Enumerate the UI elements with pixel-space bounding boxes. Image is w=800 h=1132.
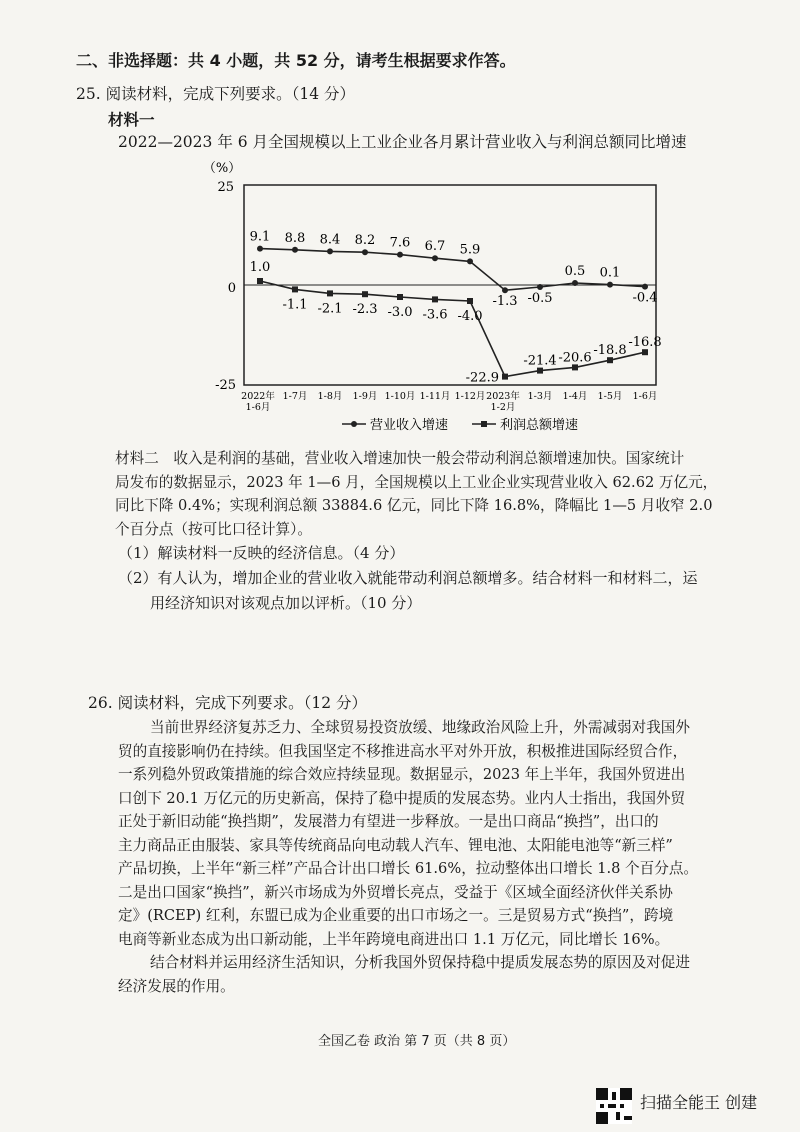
revenue-data-label: 8.2	[354, 233, 376, 249]
material2	[115, 447, 717, 541]
material2-line: 同比下降 0.4%；实现利润总额 33884.6 亿元，同比下降 16.8%，降幅比 1—5 月收窄 2.0	[115, 497, 713, 514]
profit-data-label: -4.0	[457, 309, 483, 324]
x-tick-label: 1-12月	[454, 391, 486, 402]
q26-line: 电商等新业态成为出口新动能，上半年跨境电商进出口 1.1 万亿元，同比增长 16%。	[118, 930, 670, 948]
profit-point	[432, 296, 438, 302]
growth-line-chart	[200, 152, 680, 442]
q26-heading: 26. 阅读材料，完成下列要求。（12 分）	[88, 694, 367, 712]
profit-data-label: -18.8	[593, 343, 627, 359]
y-tick-neg25: -25	[215, 378, 236, 393]
q25-heading: 25. 阅读材料，完成下列要求。（14 分）	[76, 85, 355, 103]
y-tick-0: 0	[227, 281, 236, 296]
profit-point	[397, 294, 403, 300]
q26-line: 口创下 20.1 万亿元的历史新高，保持了稳中提质的发展态势。业内人士指出，我国外贸	[118, 789, 686, 807]
revenue-point	[327, 248, 333, 254]
scanner-watermark: 扫描全能王 创建	[640, 1093, 758, 1112]
q25-sub2	[118, 566, 698, 616]
q26-line: 结合材料并运用经济生活知识，分析我国外贸保持稳中提质发展态势的原因及对促进	[150, 954, 690, 971]
q26-line: 当前世界经济复苏乏力、全球贸易投资放缓、地缘政治风险上升，外需减弱对我国外	[150, 719, 690, 736]
revenue-point	[537, 284, 543, 290]
q26-line: 产品切换，上半年“新三样”产品合计出口增长 61.6%，拉动整体出口增长 1.8 个百分点。	[118, 860, 699, 877]
revenue-data-label: -0.5	[527, 291, 553, 306]
x-tick-label: 1-11月	[419, 391, 451, 402]
revenue-data-label: 8.4	[319, 232, 341, 248]
chart-title: 2022—2023 年 6 月全国规模以上工业企业各月累计营业收入与利润总额同比增速	[118, 133, 687, 151]
q26-line: 贸的直接影响仍在持续。但我国坚定不移推进高水平对外开放，积极推进国际经贸合作，	[118, 742, 688, 760]
section-header: 二、非选择题：共 4 小题，共 52 分，请考生根据要求作答。	[76, 51, 516, 70]
revenue-data-label: 5.9	[459, 242, 481, 258]
x-tick-label: 2022年	[241, 391, 275, 402]
profit-point	[257, 278, 263, 284]
revenue-point	[432, 255, 438, 261]
x-tick-label: 1-5月	[597, 391, 623, 402]
revenue-line	[260, 249, 645, 291]
x-tick-label: 2023年	[486, 391, 520, 402]
legend-square-marker	[481, 421, 487, 427]
profit-point	[502, 374, 508, 380]
q26-line: 正处于新旧动能“换挡期”，发展潜力有望进一步释放。一是出口商品“换挡”，出口的	[118, 813, 659, 830]
revenue-point	[607, 282, 613, 288]
profit-data-label: -1.1	[282, 297, 308, 313]
legend-circle-marker	[351, 421, 357, 427]
revenue-point	[257, 246, 263, 252]
profit-data-label: -3.0	[387, 305, 413, 320]
revenue-data-label: -1.3	[492, 294, 518, 310]
x-tick-label: 1-6月	[632, 391, 658, 402]
profit-point	[362, 291, 368, 297]
revenue-data-label: 0.5	[564, 264, 586, 279]
revenue-point	[397, 252, 403, 258]
profit-data-label: -20.6	[558, 350, 592, 366]
material2-line: 材料二 收入是利润的基础，营业收入增速加快一般会带动利润总额增速加快。国家统计	[115, 450, 685, 467]
q25-sub1: （1）解读材料一反映的经济信息。（4 分）	[118, 544, 405, 562]
x-tick-label: 1-4月	[562, 391, 588, 402]
revenue-data-label: 9.1	[249, 229, 271, 245]
profit-data-label: -22.9	[465, 370, 499, 386]
revenue-point	[572, 280, 578, 286]
profit-point	[327, 290, 333, 296]
q25-sub2-line: （2）有人认为，增加企业的营业收入就能带动利润总额增多。结合材料一和材料二，运	[118, 569, 698, 587]
x-tick-label: 1-2月	[490, 402, 516, 413]
revenue-data-label: -0.4	[632, 290, 658, 306]
legend-revenue: 营业收入增速	[370, 418, 449, 433]
page-footer: 全国乙卷 政治 第 7 页（共 8 页）	[318, 1034, 516, 1049]
q26-line: 主力商品正由服装、家具等传统商品向电动载人汽车、锂电池、太阳能电池等“新三样”	[118, 836, 673, 854]
profit-data-label: -2.1	[317, 301, 343, 317]
profit-data-label: 1.0	[249, 260, 271, 275]
x-tick-label: 1-8月	[317, 391, 343, 402]
revenue-point	[467, 258, 473, 264]
revenue-point	[502, 287, 508, 293]
q26-line: 一系列稳外贸政策措施的综合效应持续显现。数据显示，2023 年上半年，我国外贸进出	[118, 766, 686, 783]
x-tick-label: 1-6月	[245, 402, 271, 413]
revenue-point	[362, 249, 368, 255]
revenue-point	[642, 284, 648, 290]
x-tick-label: 1-3月	[527, 391, 553, 402]
profit-data-label: -21.4	[523, 353, 557, 369]
legend-profit: 利润总额增速	[500, 418, 579, 433]
material2-line: 局发布的数据显示，2023 年 1—6 月，全国规模以上工业企业实现营业收入 62.62 万亿元，	[115, 473, 718, 491]
material1-label: 材料一	[108, 111, 155, 129]
revenue-data-label: 8.8	[284, 230, 306, 246]
revenue-data-label: 6.7	[424, 239, 446, 255]
qr-code-icon	[596, 1088, 632, 1124]
revenue-data-label: 7.6	[389, 235, 411, 251]
q26-body	[118, 716, 699, 998]
q26-line: 二是出口国家“换挡”，新兴市场成为外贸增长亮点，受益于《区域全面经济伙伴关系协	[118, 883, 673, 901]
profit-point	[467, 298, 473, 304]
profit-data-label: -2.3	[352, 302, 378, 318]
x-tick-label: 1-10月	[384, 391, 416, 402]
material2-line: 个百分点（按可比口径计算）。	[115, 520, 313, 538]
profit-data-label: -3.6	[422, 307, 448, 323]
q25-sub2-line: 用经济知识对该观点加以评析。（10 分）	[150, 594, 422, 612]
y-axis-label: （%）	[202, 161, 242, 176]
revenue-data-label: 0.1	[599, 265, 621, 281]
legend	[342, 417, 578, 433]
profit-point	[292, 286, 298, 292]
y-tick-25: 25	[217, 180, 234, 195]
x-tick-label: 1-9月	[352, 391, 378, 402]
profit-data-label: -16.8	[628, 335, 662, 351]
revenue-point	[292, 247, 298, 253]
x-tick-label: 1-7月	[282, 391, 308, 402]
q26-line: 定》(RCEP) 红利，东盟已成为企业重要的出口市场之一。三是贸易方式“换挡”，跨境	[118, 907, 674, 924]
q26-line: 经济发展的作用。	[118, 977, 235, 995]
